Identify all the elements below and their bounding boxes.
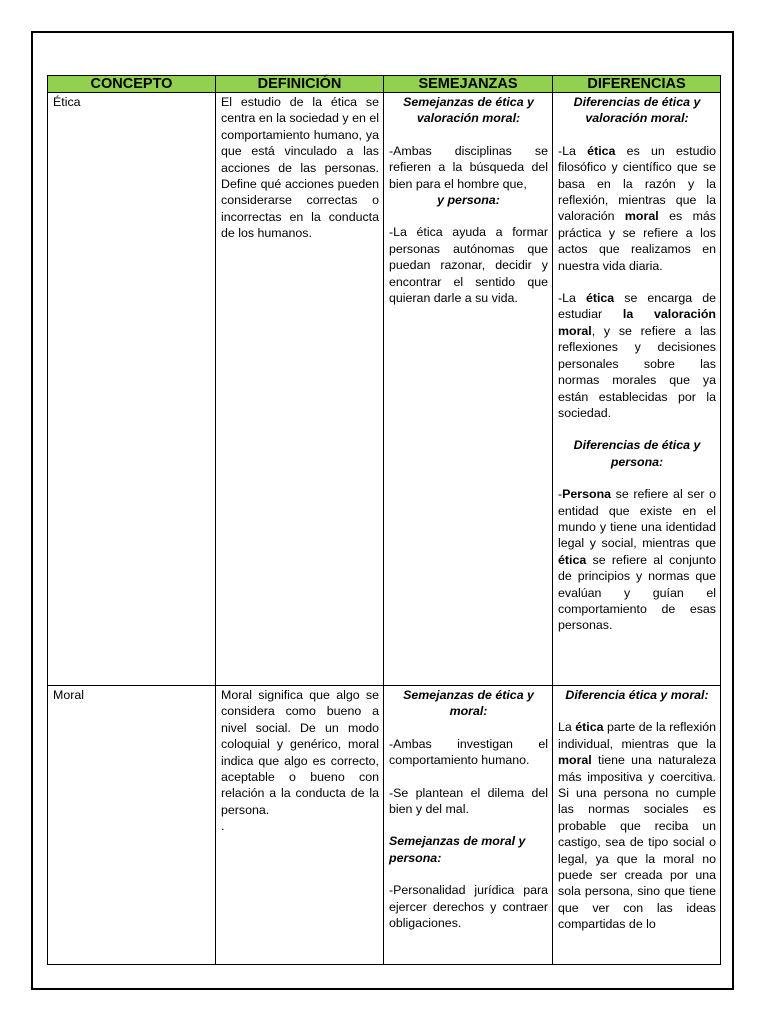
similarities-text: -Ambas disciplinas se refieren a la búsqueda del bien para el hombre que,: [389, 143, 548, 191]
similarities-subheading: y persona:: [437, 193, 500, 208]
header-semejanzas: SEMEJANZAS: [384, 76, 553, 93]
definition-text: El estudio de la ética se centra en la sociedad y en el comportamiento humano, ya que está vinculado a las acciones de las personas. Define qué acciones pueden considerarse correctas o incorrectas en la conducta de los humanos.: [221, 95, 379, 241]
concept-table: [47, 75, 721, 965]
differences-text: -La ética se encarga de estudiar la valoración moral, y se refiere a las reflexiones y decisiones personales sobre las normas morales que ya están establecidas por la sociedad.: [558, 291, 716, 420]
differences-cell: [553, 686, 721, 965]
definition-cell: [216, 93, 384, 686]
concept-cell: Ética: [48, 93, 216, 686]
definition-cell: [216, 686, 384, 965]
differences-heading: Diferencias de ética y valoración moral:: [573, 95, 701, 126]
differences-cell: [553, 93, 721, 686]
differences-heading: Diferencias de ética y persona:: [573, 438, 701, 469]
definition-dot: .: [221, 819, 225, 834]
differences-heading: Diferencia ética y moral:: [565, 688, 709, 702]
differences-text: La ética parte de la reflexión individual, mientras que la moral tiene una naturaleza más impositiva y coercitiva. Si una persona no cumple las normas sociales es probable que reciba un castigo, sea de tipo social o legal, ya que la moral no puede ser creada por una sola persona, sino que tiene que ver con las ideas compartidas de lo: [558, 720, 716, 932]
similarities-heading: Semejanzas de ética y valoración moral:: [403, 95, 534, 126]
similarities-text: -Personalidad jurídica para ejercer derechos y contraer obligaciones.: [389, 883, 548, 931]
concept-cell: Moral: [48, 686, 216, 965]
similarities-cell: [384, 686, 553, 965]
definition-text: Moral significa que algo se considera como bueno a nivel social. De un modo coloquial y genérico, moral indica que algo es correcto, aceptable o bueno con relación a la conducta de la persona.: [221, 688, 379, 817]
similarities-text: -La ética ayuda a formar personas autónomas que puedan razonar, decidir y encontrar el sentido que quieran darle a su vida.: [389, 225, 548, 306]
differences-text: -Persona se refiere al ser o entidad que existe en el mundo y tiene una identidad legal y social, mientras que ética se refiere al conjunto de principios y normas que evalúan y guían el comportamiento de esas personas.: [558, 487, 716, 633]
similarities-cell: [384, 93, 553, 686]
similarities-text: -Se plantean el dilema del bien y del mal.: [389, 785, 548, 817]
differences-text: -La ética es un estudio filosófico y científico que se basa en la razón y la reflexión, mientras que la valoración moral es más práctica y se refiere a los actos que realizamos en nuestra vida diaria.: [558, 143, 716, 273]
table-row-etica: [48, 93, 721, 686]
header-definicion: DEFINICIÓN: [216, 76, 384, 93]
table-header-row: [48, 76, 721, 93]
similarities-heading: Semejanzas de ética y moral:: [403, 688, 534, 719]
similarities-text: -Ambas investigan el comportamiento humano.: [389, 736, 548, 768]
header-concepto: CONCEPTO: [48, 76, 216, 93]
similarities-heading: Semejanzas de moral y persona:: [389, 834, 526, 865]
header-diferencias: DIFERENCIAS: [553, 76, 721, 93]
table-row-moral: [48, 686, 721, 965]
